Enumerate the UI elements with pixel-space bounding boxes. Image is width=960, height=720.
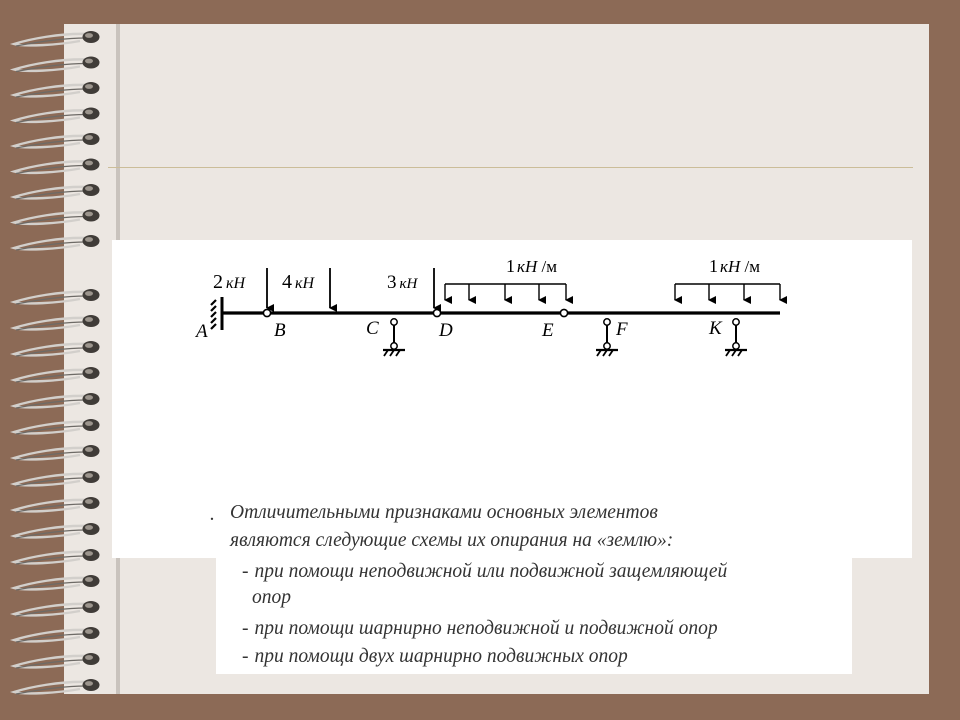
binding-ring <box>14 653 100 668</box>
binding-ring <box>14 471 100 486</box>
point-label-d: D <box>439 320 453 341</box>
binding-ring <box>14 575 100 590</box>
binding-ring <box>14 341 100 356</box>
support-k <box>725 319 747 356</box>
binding-ring <box>14 31 100 46</box>
load-label-4kn: 4 кН <box>282 271 315 293</box>
binding-ring <box>14 315 100 330</box>
fixed-support-a <box>211 297 222 330</box>
point-label-b: B <box>274 320 286 341</box>
description-panel <box>216 556 852 674</box>
binding-ring <box>14 445 100 460</box>
binding-ring <box>14 159 100 174</box>
point-label-c: C <box>366 318 379 339</box>
spiral-binding <box>0 0 125 720</box>
load-label-3kn: 3 кН <box>387 272 418 293</box>
point-label-a: A <box>196 321 208 342</box>
point-label-f: F <box>616 319 628 340</box>
point-label-e: E <box>542 320 554 341</box>
distributed-load-k <box>675 284 780 300</box>
binding-ring <box>14 523 100 538</box>
binding-ring <box>14 393 100 408</box>
binding-ring <box>14 133 100 148</box>
binding-ring <box>14 210 100 225</box>
bullet-2: - при помощи шарнирно неподвижной и подвижной опор <box>242 618 718 639</box>
beam-diagram-panel <box>112 240 912 558</box>
binding-ring <box>14 82 100 97</box>
bullet-1-continuation: опор <box>252 587 291 608</box>
title-divider <box>108 167 913 168</box>
binding-ring <box>14 679 100 694</box>
distributed-load-de <box>445 284 566 300</box>
binding-ring <box>14 367 100 382</box>
intro-line-1: Отличительными признаками основных элементов <box>230 502 658 523</box>
point-label-k: K <box>709 318 722 339</box>
binding-ring <box>14 235 100 250</box>
binding-ring <box>14 184 100 199</box>
load-label-2kn: 2 кН <box>213 271 246 293</box>
support-f <box>596 319 618 356</box>
binding-ring <box>14 57 100 72</box>
binding-ring <box>14 497 100 512</box>
binding-ring <box>14 627 100 642</box>
bullet-1: - при помощи неподвижной или подвижной защемляющей <box>242 561 728 582</box>
load-label-q-de: 1 кН /м <box>506 256 557 276</box>
binding-ring <box>14 419 100 434</box>
binding-ring <box>14 289 100 304</box>
hinge-b <box>263 309 270 316</box>
binding-ring <box>14 108 100 123</box>
hinge-e <box>560 309 567 316</box>
load-label-q-k: 1 кН /м <box>709 256 760 276</box>
binding-ring <box>14 549 100 564</box>
lead-mark: . <box>210 504 215 525</box>
hinge-d <box>433 309 440 316</box>
support-c <box>383 319 405 356</box>
binding-ring <box>14 601 100 616</box>
bullet-3: - при помощи двух шарнирно подвижных опор <box>242 646 628 667</box>
intro-line-2: являются следующие схемы их опирания на «землю»: <box>230 530 674 551</box>
